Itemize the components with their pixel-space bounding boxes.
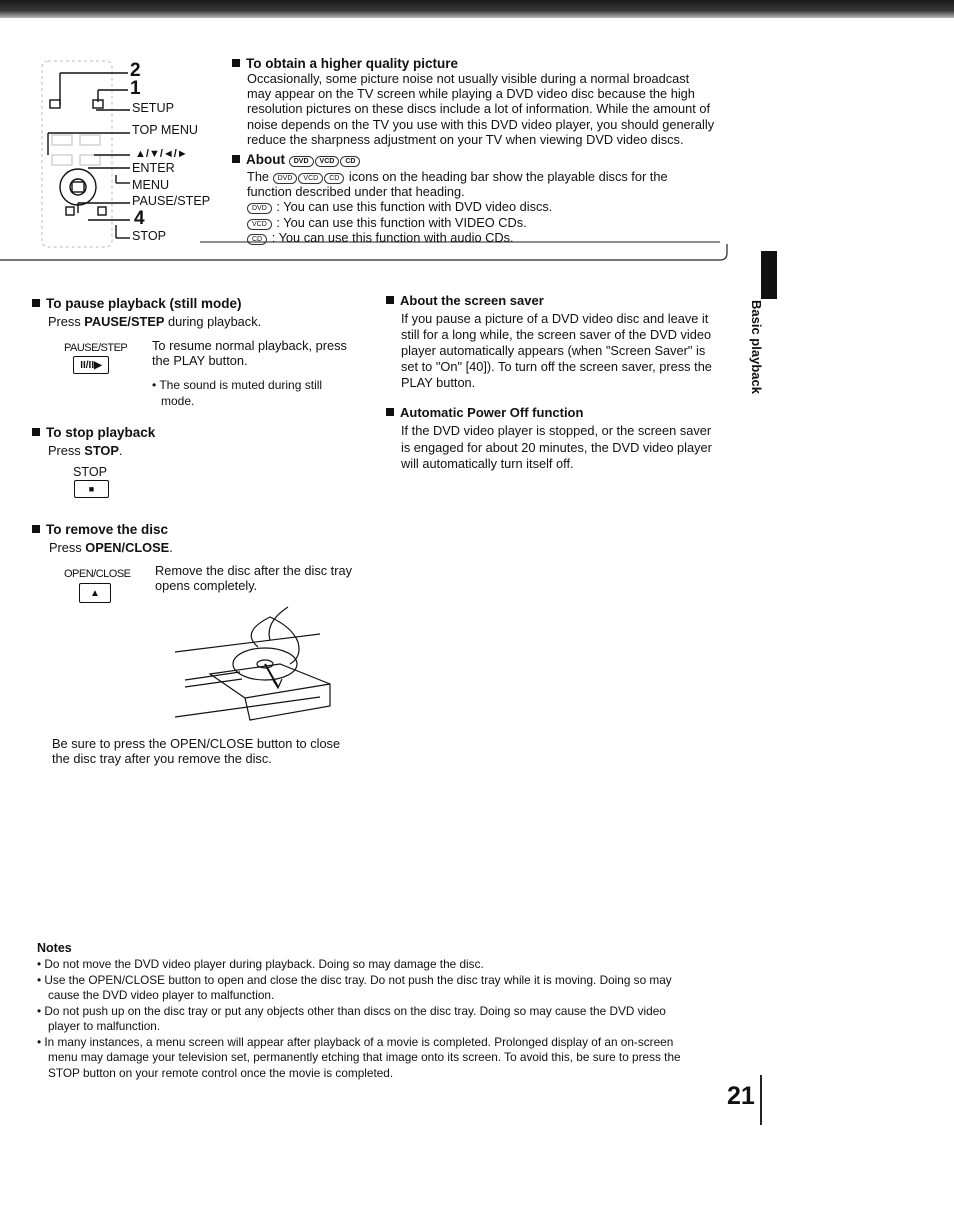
- section-heading: About the screen saver: [386, 293, 736, 308]
- stop-instruction: Press STOP.: [48, 443, 123, 458]
- remove-disc-text: Remove the disc after the disc tray opens completely.: [155, 563, 353, 594]
- notes-list: • Do not move the DVD video player during playback. Doing so may damage the disc. • Use the OPEN/CLOSE button to open and close the disc tray. Do not push the disc tray while it is moving. Doing so may cause the DVD video player to malfunction. • Do not push up on the disc tray or put any objects other than discs on the disc tray. Doing so may cause the DVD video player to malfunction. • In many instances, a menu screen will appear after playback of a movie is completed. Prolonged display of an on-screen menu may damage your television set, permanently etching that image onto its screen. To avoid this, be sure to press the STOP button on your remote control once the movie is completed.: [37, 957, 681, 1080]
- page-number-rule: [760, 1075, 762, 1125]
- pause-note: • The sound is muted during still mode.: [152, 378, 323, 408]
- higher-quality-section: [232, 56, 737, 147]
- side-tab-marker: [761, 251, 777, 299]
- cd-badge-icon: CD: [247, 234, 267, 245]
- cd-badge-icon: CD: [324, 173, 344, 184]
- section-heading: About DVD VCD CD: [232, 152, 737, 167]
- pause-section: [32, 296, 372, 329]
- pause-resume-text: To resume normal playback, press the PLAY button.: [152, 338, 347, 369]
- notes-heading: Notes: [37, 941, 72, 955]
- remove-disc-section: [32, 522, 332, 555]
- pause-step-button[interactable]: II/II▶: [73, 356, 109, 374]
- open-close-button[interactable]: ▲: [79, 583, 111, 603]
- pause-instruction: Press PAUSE/STEP during playback.: [48, 314, 262, 329]
- disc-tray-illustration: [170, 602, 340, 727]
- callout-arrows: ▲/▼/◄/►: [135, 148, 188, 160]
- callout-pause-step: PAUSE/STEP: [132, 194, 211, 208]
- open-close-button-label: OPEN/CLOSE: [64, 568, 131, 580]
- page-number: 21: [727, 1082, 755, 1110]
- about-icons-text: The DVD VCD CD icons on the heading bar show the playable discs for the function described under that heading. DVD : You can use this function with DVD video discs. VCD : You can use this function with VIDEO CDs. CD : You can use this function with audio CDs.: [247, 169, 668, 245]
- dvd-badge-icon: DVD: [247, 203, 272, 214]
- pause-button-label: PAUSE/STEP: [64, 342, 128, 354]
- stop-section: [32, 425, 332, 458]
- section-heading: To pause playback (still mode): [32, 296, 372, 311]
- auto-power-off-text: If the DVD video player is stopped, or the screen saver is engaged for about 20 minutes, the DVD video player will automatically turn itself off.: [401, 423, 712, 471]
- vcd-badge-icon: VCD: [298, 173, 323, 184]
- top-bar: [0, 0, 954, 18]
- section-heading: To obtain a higher quality picture: [232, 56, 737, 71]
- cd-badge-icon: CD: [340, 156, 360, 167]
- section-heading: Automatic Power Off function: [386, 405, 736, 420]
- vcd-badge-icon: VCD: [247, 219, 272, 230]
- remote-diagram: [38, 55, 228, 250]
- callout-1: 1: [130, 78, 141, 99]
- callout-enter: ENTER: [132, 161, 175, 175]
- higher-quality-text: Occasionally, some picture noise not usually visible during a normal broadcast may appear on the TV screen while playing a DVD video disc because the high resolution pictures on these discs include a lot of information. While the amount of noise depends on the TV you use with this DVD video player, you should generally reduce the sharpness adjustment on your TV when viewing DVD video discs.: [247, 71, 715, 147]
- dvd-badge-icon: DVD: [273, 173, 298, 184]
- side-tab-label: Basic playback: [749, 300, 764, 394]
- callout-setup: SETUP: [132, 101, 174, 115]
- vcd-badge-icon: VCD: [315, 156, 340, 167]
- section-heading: To remove the disc: [32, 522, 332, 537]
- auto-power-off-section: [386, 405, 736, 473]
- header-bracket: [0, 240, 740, 282]
- about-icons-section: [232, 152, 737, 245]
- callout-4: 4: [134, 208, 145, 229]
- screen-saver-section: [386, 293, 736, 391]
- remove-instruction: Press OPEN/CLOSE.: [49, 540, 173, 555]
- dvd-badge-icon: DVD: [289, 156, 314, 167]
- section-heading: To stop playback: [32, 425, 332, 440]
- stop-button[interactable]: ■: [74, 480, 109, 498]
- remove-disc-after-text: Be sure to press the OPEN/CLOSE button to close the disc tray after you remove the disc.: [52, 736, 341, 767]
- notes-section: [37, 941, 727, 1081]
- screen-saver-text: If you pause a picture of a DVD video disc and leave it still for a long while, the screen saver of the DVD video player automatically appears (when "Screen Saver" is set to "On" [40]). To turn off the screen saver, press the PLAY button.: [401, 311, 712, 390]
- callout-2: 2: [130, 60, 141, 81]
- callout-menu: MENU: [132, 178, 170, 192]
- callout-stop: STOP: [132, 229, 167, 243]
- stop-button-label: STOP: [73, 465, 108, 479]
- callout-top-menu: TOP MENU: [132, 123, 199, 137]
